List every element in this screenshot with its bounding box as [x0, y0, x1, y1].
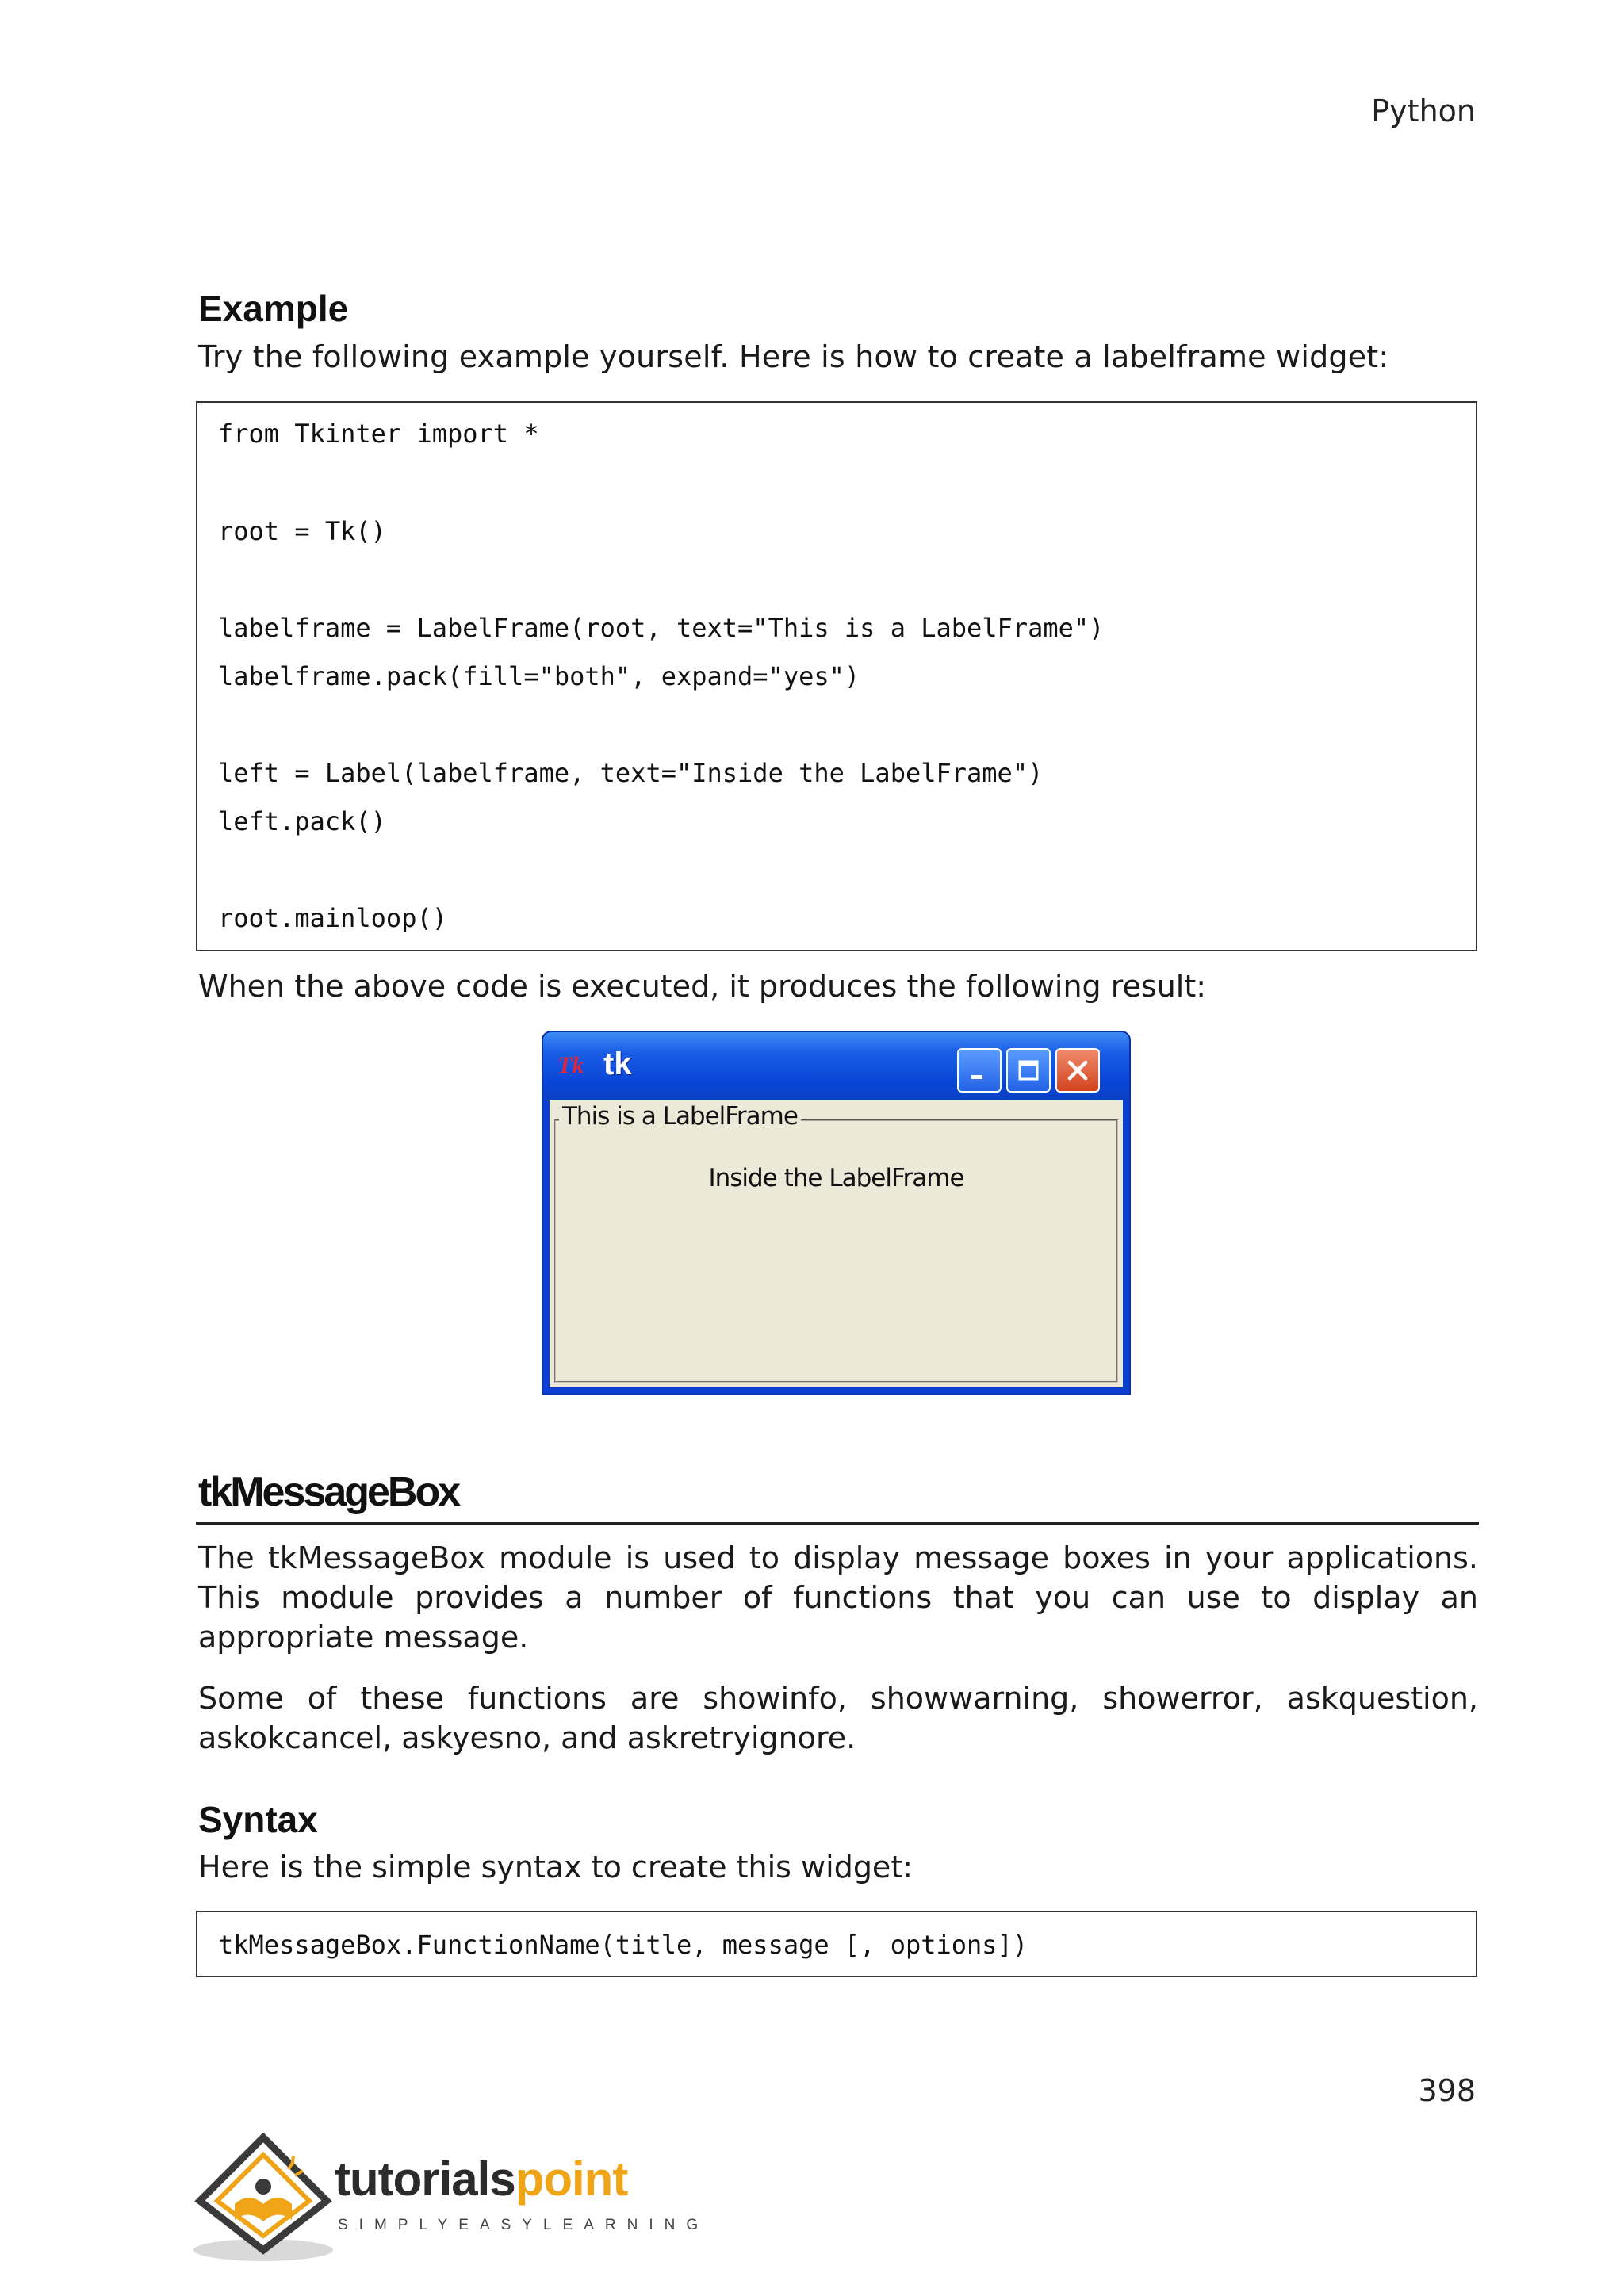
- maximize-button[interactable]: [1006, 1048, 1051, 1093]
- section-divider: [196, 1522, 1479, 1525]
- close-button[interactable]: [1055, 1048, 1100, 1093]
- maximize-icon: [1013, 1054, 1044, 1086]
- code-line: from Tkinter import *: [218, 419, 539, 449]
- tk-title-bar[interactable]: [543, 1032, 1129, 1100]
- example-intro: Try the following example yourself. Here is how to create a labelframe widget:: [198, 339, 1389, 374]
- code-line: labelframe.pack(fill="both", expand="yes"): [218, 661, 860, 691]
- close-icon: [1062, 1054, 1094, 1086]
- tutorialspoint-logo[interactable]: [193, 2131, 710, 2266]
- minimize-icon: [963, 1054, 995, 1086]
- logo-wordmark: tutorialspoint: [335, 2152, 628, 2206]
- tk-window-title: tk: [603, 1047, 632, 1081]
- section-heading: tkMessageBox: [198, 1469, 459, 1515]
- logo-tagline: SIMPLYEASYLEARNING: [338, 2217, 710, 2233]
- page-number: 398: [1418, 2073, 1476, 2108]
- code-line: left = Label(labelframe, text="Inside the LabelFrame"): [218, 758, 1044, 788]
- tk-window-screenshot: [542, 1031, 1131, 1395]
- code-block: [196, 401, 1477, 951]
- syntax-intro: Here is the simple syntax to create this widget:: [198, 1850, 914, 1885]
- code-line: labelframe = LabelFrame(root, text="This is a LabelFrame"): [218, 613, 1105, 643]
- syntax-heading: Syntax: [198, 1799, 318, 1840]
- section-paragraph-1: The tkMessageBox module is used to display message boxes in your applications. This module provides a number of functions that you can use to display an appropriate message.: [198, 1540, 1478, 1655]
- tk-inner-label: Inside the LabelFrame: [708, 1164, 964, 1192]
- result-intro: When the above code is executed, it produces the following result:: [198, 969, 1207, 1004]
- tk-feather-icon: Tk: [557, 1052, 584, 1078]
- page-header-title: Python: [1371, 94, 1476, 128]
- tk-window-body: [550, 1100, 1123, 1387]
- example-heading: Example: [198, 288, 349, 329]
- tk-labelframe: [554, 1119, 1118, 1383]
- syntax-code-block: [196, 1911, 1477, 1977]
- code-line: root = Tk(): [218, 516, 386, 546]
- tk-labelframe-title: This is a LabelFrame: [559, 1102, 801, 1131]
- logo-emblem-icon: [193, 2131, 336, 2266]
- code-line: left.pack(): [218, 806, 386, 836]
- minimize-button[interactable]: [957, 1048, 1002, 1093]
- code-line: tkMessageBox.FunctionName(title, message [, options]): [218, 1930, 1028, 1960]
- section-paragraph-2: Some of these functions are showinfo, showwarning, showerror, askquestion, askokcancel, askyesno, and askretryignore.: [198, 1681, 1478, 1755]
- code-line: root.mainloop(): [218, 903, 447, 933]
